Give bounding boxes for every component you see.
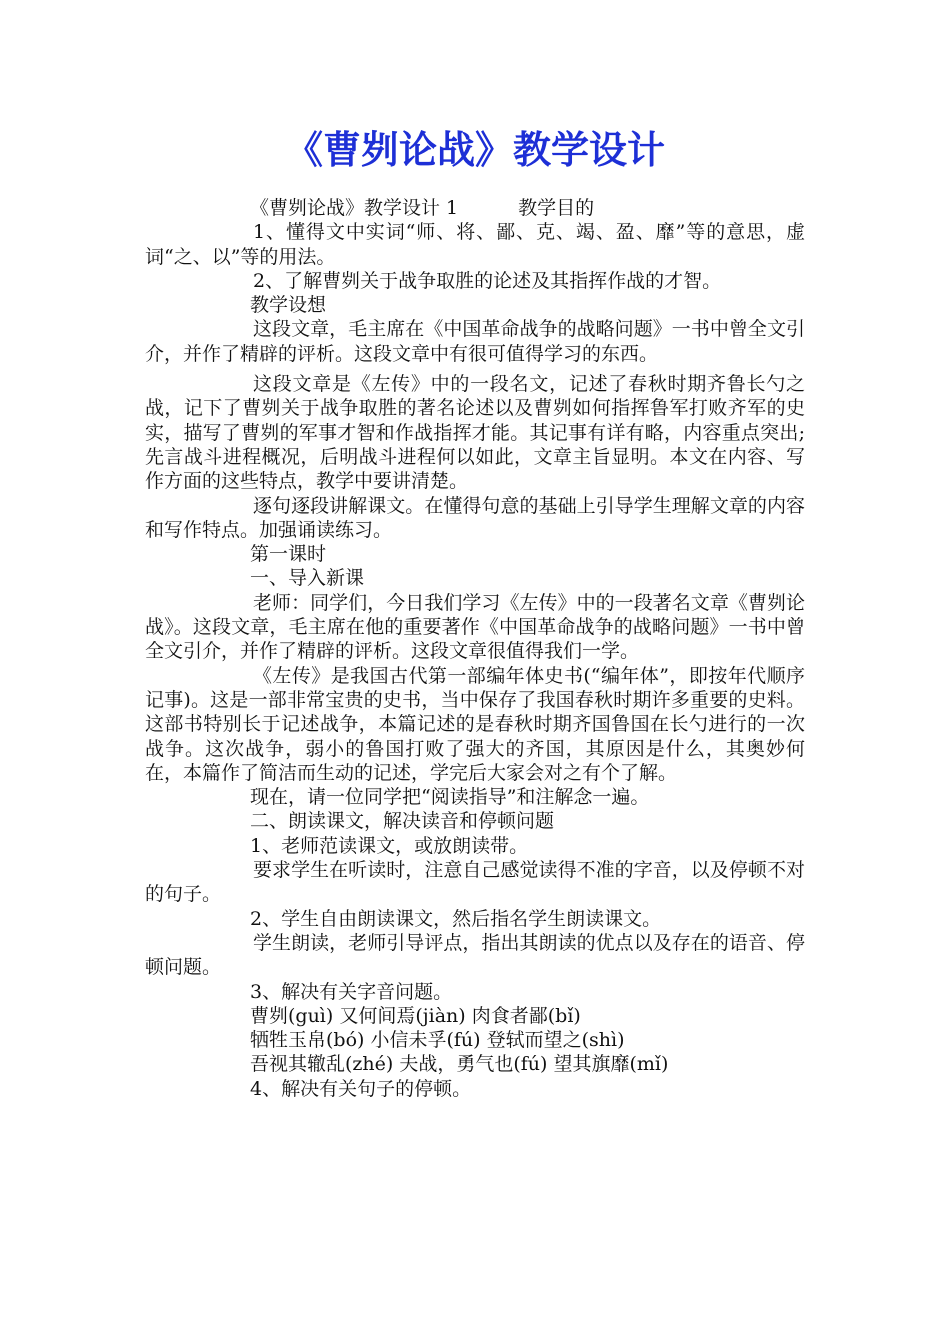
paragraph: [145, 591, 805, 664]
paragraph-text: 要求学生在听读时，注意自己感觉读得不准的字音，以及停顿不对的句子。: [145, 859, 805, 906]
paragraph: [145, 785, 805, 809]
paragraph-text: 《左传》是我国古代第一部编年体史书(“编年体”，即按年代顺序记事)。这是一部非常宝贵的史书，当中保存了我国春秋时期许多重要的史料。这部书特别长于记述战争，本篇记述的是春秋时期齐国鲁国在长勺进行的一次战争。这次战争，弱小的鲁国打败了强大的齐国，其原因是什么，其奥妙何在，本篇作了简洁而生动的记述，学完后大家会对之有个了解。: [145, 664, 805, 784]
paragraph: [145, 1077, 805, 1101]
document-title: 《曹刿论战》教学设计: [284, 128, 665, 172]
paragraph-text: 这段文章是《左传》中的一段名文，记述了春秋时期齐鲁长勺之战，记下了曹刿关于战争取胜的著名论述以及曹刿如何指挥鲁军打败齐军的史实，描写了曹刿的军事才智和作战指挥才能。其记事有详有略，内容重点突出;先言战斗进程概况，后明战斗进程何以如此，文章主旨显明。本文在内容、写作方面的这些特点，教学中要讲清楚。: [145, 373, 805, 493]
paragraph: [145, 834, 805, 858]
paragraph-text: 《曹刿论战》教学设计 1: [250, 197, 459, 219]
paragraph-text: 这段文章，毛主席在《中国革命战争的战略问题》一书中曾全文引介，并作了精辟的评析。这段文章中有很可值得学习的东西。: [145, 318, 805, 365]
paragraph: [145, 1028, 805, 1052]
paragraph-text: 1、懂得文中实词“师、将、鄙、克、竭、盈、靡”等的意思，虚词“之、以”等的用法。: [145, 221, 805, 268]
paragraph-text: 学生朗读，老师引导评点，指出其朗读的优点以及存在的语音、停顿问题。: [145, 931, 805, 979]
paragraph: [145, 664, 805, 785]
paragraph-tail-text: 教学目的: [518, 197, 595, 219]
paragraph-text: 二、朗读课文，解决读音和停顿问题: [250, 810, 555, 833]
paragraph-text: 2、学生自由朗读课文，然后指名学生朗读课文。: [250, 907, 662, 930]
paragraph: [145, 220, 805, 269]
paragraph: [145, 542, 805, 566]
paragraph: [145, 809, 805, 833]
paragraph: [145, 317, 805, 366]
paragraph: [145, 196, 805, 220]
paragraph-text: 吾视其辙乱(zhé) 夫战，勇气也(fú) 望其旗靡(mǐ): [250, 1053, 669, 1076]
paragraph: [145, 494, 805, 543]
paragraph-text: 1、老师范读课文，或放朗读带。: [250, 834, 529, 857]
paragraph: [145, 372, 805, 493]
document-body: [145, 196, 805, 1101]
paragraph-text: 教学设想: [250, 294, 327, 317]
paragraph: [145, 293, 805, 317]
paragraph: [145, 907, 805, 931]
paragraph: [145, 931, 805, 980]
paragraph-text: 2、了解曹刿关于战争取胜的论述及其指挥作战的才智。: [253, 269, 722, 292]
paragraph-text: 第一课时: [250, 543, 327, 566]
paragraph-text: 现在，请一位同学把“阅读指导”和注解念一遍。: [250, 786, 650, 809]
paragraph: [145, 980, 805, 1004]
paragraph-text: 4、解决有关句子的停顿。: [250, 1077, 472, 1100]
paragraph: [145, 566, 805, 590]
paragraph-text: 3、解决有关字音问题。: [250, 980, 453, 1003]
paragraph-text: 逐句逐段讲解课文。在懂得句意的基础上引导学生理解文章的内容和写作特点。加强诵读练习。: [145, 494, 805, 541]
paragraph-text: 一、导入新课: [250, 567, 365, 590]
paragraph: [145, 1052, 805, 1076]
paragraph-text: 牺牲玉帛(bó) 小信未孚(fú) 登轼而望之(shì): [250, 1029, 625, 1052]
paragraph-text: 曹刿(guì) 又何间焉(jiàn) 肉食者鄙(bǐ): [250, 1004, 581, 1027]
paragraph: [145, 858, 805, 907]
paragraph: [145, 1004, 805, 1028]
paragraph-text: 老师：同学们，今日我们学习《左传》中的一段著名文章《曹刿论战》。这段文章，毛主席在他的重要著作《中国革命战争的战略问题》一书中曾全文引介，并作了精辟的评析。这段文章很值得我们一学。: [145, 591, 805, 663]
paragraph: [145, 269, 805, 293]
